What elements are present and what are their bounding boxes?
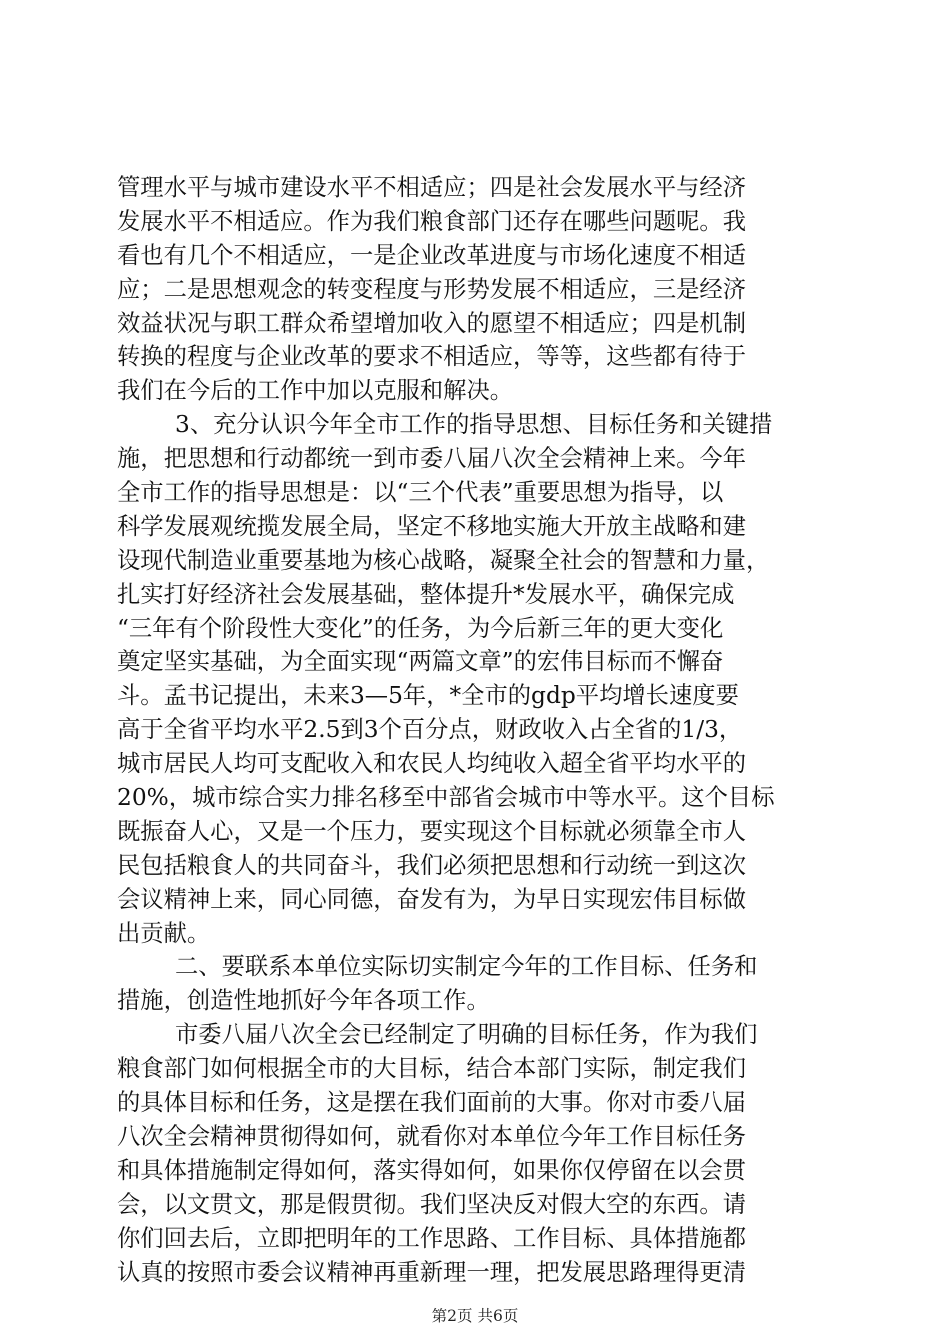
text-line: 扎实打好经济社会发展基础，整体提升*发展水平，确保完成 bbox=[117, 580, 735, 608]
text-line: 管理水平与城市建设水平不相适应；四是社会发展水平与经济 bbox=[117, 174, 747, 201]
text-line: 和具体措施制定得如何，落实得如何，如果你仅停留在以会贯 bbox=[117, 1156, 747, 1184]
text-line: 发展水平不相适应。作为我们粮食部门还存在哪些问题呢。我 bbox=[117, 207, 747, 235]
text-line: 我们在今后的工作中加以克服和解决。 bbox=[117, 377, 514, 405]
text-line: 会议精神上来，同心同德，奋发有为，为早日实现宏伟目标做 bbox=[117, 885, 747, 913]
text-line: 应；二是思想观念的转变程度与形势发展不相适应，三是经济 bbox=[117, 275, 747, 303]
text-line: 设现代制造业重要基地为核心战略，凝聚全社会的智慧和力量， bbox=[117, 546, 770, 574]
text-line: 认真的按照市委会议精神再重新理一理，把发展思路理得更清 bbox=[117, 1258, 747, 1286]
text-line: 八次全会精神贯彻得如何，就看你对本单位今年工作目标任务 bbox=[117, 1122, 747, 1150]
text-line: 既振奋人心，又是一个压力，要实现这个目标就必须靠全市人 bbox=[117, 817, 747, 845]
paragraph-start-line: 市委八届八次全会已经制定了明确的目标任务，作为我们 bbox=[175, 1021, 758, 1049]
text-line: 粮食部门如何根据全市的大目标，结合本部门实际，制定我们 bbox=[117, 1055, 747, 1083]
text-line: 转换的程度与企业改革的要求不相适应，等等，这些都有待于 bbox=[117, 343, 747, 371]
text-line: “三年有个阶段性大变化”的任务，为今后新三年的更大变化 bbox=[117, 614, 724, 642]
text-line: 科学发展观统揽发展全局，坚定不移地实施大开放主战略和建 bbox=[117, 512, 747, 540]
text-line: 效益状况与职工群众希望增加收入的愿望不相适应；四是机制 bbox=[117, 309, 747, 337]
text-line: 你们回去后，立即把明年的工作思路、工作目标、具体措施都 bbox=[117, 1224, 747, 1252]
text-line: 民包括粮食人的共同奋斗，我们必须把思想和行动统一到这次 bbox=[117, 851, 747, 879]
text-line: 全市工作的指导思想是：以“三个代表”重要思想为指导，以 bbox=[117, 479, 724, 507]
text-line: 奠定坚实基础，为全面实现“两篇文章”的宏伟目标而不懈奋 bbox=[117, 648, 724, 676]
text-line: 施，把思想和行动都统一到市委八届八次全会精神上来。今年 bbox=[117, 445, 747, 473]
page-number-footer: 第2页 共6页 bbox=[431, 1307, 519, 1325]
document-body bbox=[117, 171, 835, 1289]
section-heading-line: 措施，创造性地抓好今年各项工作。 bbox=[117, 987, 490, 1015]
text-line: 的具体目标和任务，这是摆在我们面前的大事。你对市委八届 bbox=[117, 1089, 747, 1117]
text-line: 看也有几个不相适应，一是企业改革进度与市场化速度不相适 bbox=[117, 241, 747, 269]
text-line: 高于全省平均水平2.5到3个百分点，财政收入占全省的1/3， bbox=[117, 716, 743, 744]
text-line: 斗。孟书记提出，未来3—5年，*全市的gdp平均增长速度要 bbox=[117, 682, 739, 710]
text-line: 城市居民人均可支配收入和农民人均纯收入超全省平均水平的 bbox=[117, 750, 747, 778]
section-heading-line: 二、要联系本单位实际切实制定今年的工作目标、任务和 bbox=[175, 953, 758, 981]
text-line: 20%，城市综合实力排名移至中部省会城市中等水平。这个目标 bbox=[117, 784, 775, 812]
paragraph-start-line: 3、充分认识今年全市工作的指导思想、目标任务和关键措 bbox=[175, 411, 773, 439]
text-line: 会，以文贯文，那是假贯彻。我们坚决反对假大空的东西。请 bbox=[117, 1190, 747, 1218]
text-line: 出贡献。 bbox=[117, 919, 211, 947]
